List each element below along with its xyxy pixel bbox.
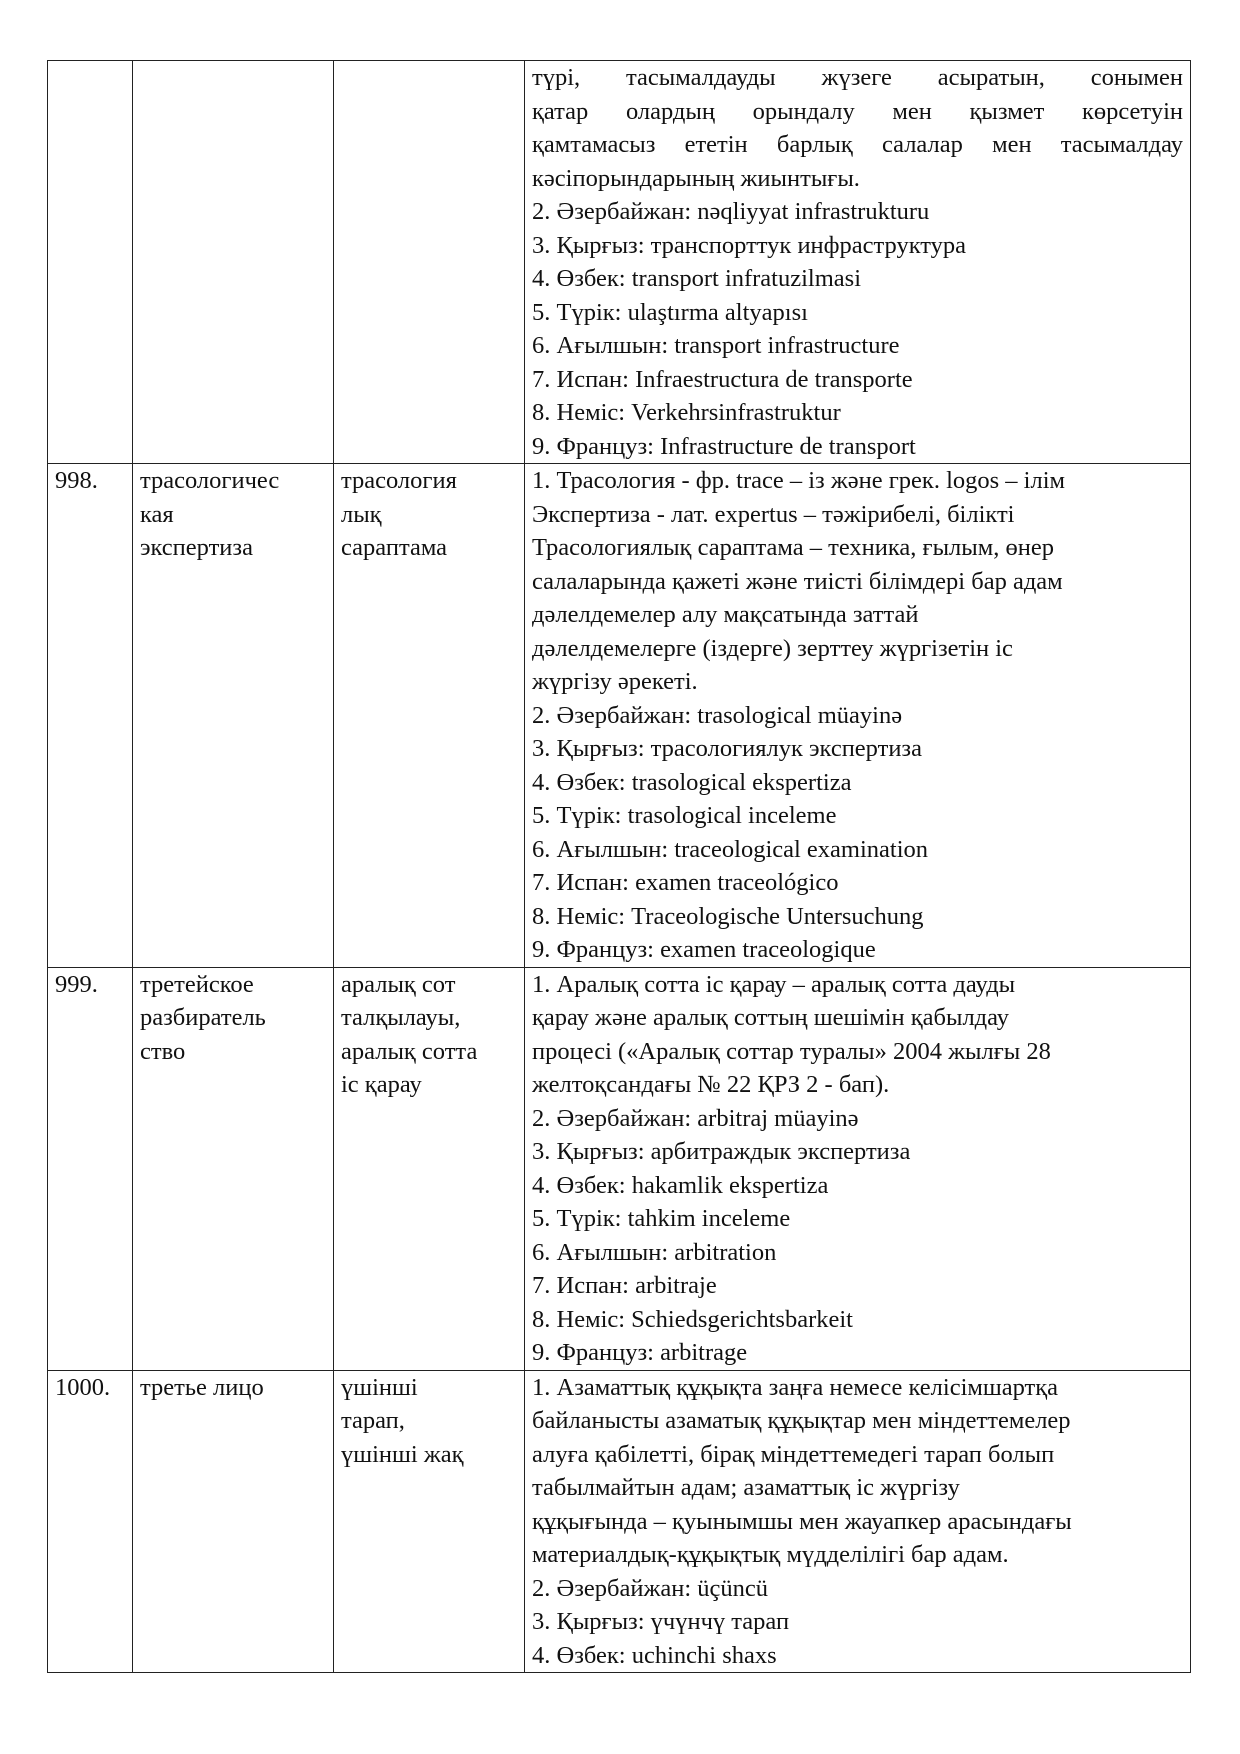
- entry-number: 999.: [48, 967, 133, 1370]
- kazakh-term: үшінші тарап, үшінші жақ: [334, 1370, 525, 1673]
- translation-line: 6. Ағылшын: traceological examination: [532, 835, 929, 863]
- translation-line: 3. Қырғыз: трасологиялук экспертиза: [532, 735, 922, 762]
- entry-number: 998.: [48, 464, 133, 968]
- translation-line: 2. Әзербайжан: üçüncü: [532, 1574, 769, 1602]
- translation-line: 9. Француз: arbitrage: [532, 1339, 748, 1366]
- definition-line: желтоқсандағы № 22 ҚРЗ 2 - бап).: [532, 1071, 890, 1098]
- translation-line: 4. Өзбек: transport infratuzilmasi: [532, 265, 862, 292]
- translation-line: 4. Өзбек: hakamlik ekspertiza: [532, 1171, 829, 1199]
- entry-number: 1000.: [48, 1370, 133, 1673]
- table-row: [48, 61, 1191, 464]
- definition-line: 1. Аралық сотта іс қарау – аралық сотта дауды: [532, 970, 1016, 998]
- translation-line: 7. Испан: arbitraje: [532, 1272, 717, 1299]
- definition-line: кәсіпорындарының жиынтығы.: [532, 164, 860, 192]
- definition-line: құқығында – қуынымшы мен жауапкер арасындағы: [532, 1507, 1072, 1535]
- russian-term: третейское разбиратель ство: [133, 967, 334, 1370]
- russian-term: трасологичес кая экспертиза: [133, 464, 334, 968]
- translation-line: 5. Түрік: trasological inceleme: [532, 802, 837, 829]
- translation-line: 9. Француз: Infrastructure de transport: [532, 432, 916, 460]
- definition-cell: [525, 967, 1191, 1370]
- translation-line: 6. Ағылшын: arbitration: [532, 1238, 777, 1266]
- translation-line: 3. Қырғыз: арбитраждык экспертиза: [532, 1138, 911, 1165]
- definition-cell: [525, 464, 1191, 968]
- definition-line: қарау және аралық соттың шешімін қабылдау: [532, 1004, 1010, 1031]
- kazakh-term: аралық сот талқылауы, аралық сотта іс қарау: [334, 967, 525, 1370]
- table-row: [48, 967, 1191, 1370]
- definition-line: алуға қабілетті, бірақ міндеттемедегі тарап болып: [532, 1440, 1055, 1468]
- translation-line: 4. Өзбек: trasological ekspertiza: [532, 768, 852, 796]
- definition-line: 1. Азаматтық құқықта заңға немесе келісімшартқа: [532, 1373, 1059, 1401]
- definition-line: процесі («Аралық соттар туралы» 2004 жылғы 28: [532, 1037, 1051, 1065]
- definition-line: Трасологиялық сараптама – техника, ғылым, өнер: [532, 534, 1054, 561]
- definition-line: Экспертиза - лат. expertus – тәжірибелі, білікті: [532, 500, 1015, 528]
- definition-line: табылмайтын адам; азаматтық іс жүргізу: [532, 1474, 960, 1501]
- definition-line: байланысты азаматық құқықтар мен міндеттемелер: [532, 1407, 1071, 1434]
- definition-line: жүргізу әрекеті.: [532, 668, 698, 695]
- definition-line: 1. Трасология - фр. trace – із және грек. logos – ілім: [532, 467, 1066, 494]
- table-row: [48, 464, 1191, 968]
- translation-line: 8. Неміс: Schiedsgerichtsbarkeit: [532, 1305, 853, 1333]
- translation-line: 7. Испан: Infraestructura de transporte: [532, 365, 913, 393]
- translation-line: 9. Француз: examen traceologique: [532, 936, 876, 963]
- translation-line: 4. Өзбек: uchinchi shaxs: [532, 1641, 777, 1669]
- translation-line: 8. Неміс: Traceologische Untersuchung: [532, 902, 924, 930]
- translation-line: 7. Испан: examen traceológico: [532, 869, 839, 896]
- definition-line: материалдық-құқықтық мүдделілігі бар адам.: [532, 1541, 1009, 1568]
- translation-line: 2. Әзербайжан: arbitraj müayinə: [532, 1104, 859, 1132]
- definition-line: түрі, тасымалдауды жүзеге асыратын, сонымен: [532, 64, 1183, 91]
- table-row: [48, 1370, 1191, 1673]
- kazakh-term: [334, 61, 525, 464]
- definition-line: салаларында қажеті және тиісті білімдері бар адам: [532, 567, 1063, 595]
- definition-line: дәлелдемелер алу мақсатында заттай: [532, 601, 919, 628]
- translation-line: 5. Түрік: tahkim inceleme: [532, 1205, 791, 1232]
- definition-line: қатар олардың орындалу мен қызмет көрсетуін: [532, 97, 1183, 125]
- definition-cell: [525, 61, 1191, 464]
- translation-line: 3. Қырғыз: транспорттук инфраструктура: [532, 231, 967, 259]
- russian-term: третье лицо: [133, 1370, 334, 1673]
- definition-line: дәлелдемелерге (іздерге) зерттеу жүргізетін іс: [532, 634, 1013, 662]
- definition-cell: [525, 1370, 1191, 1673]
- translation-line: 5. Түрік: ulaştırma altyapısı: [532, 298, 808, 326]
- entry-number: [48, 61, 133, 464]
- definition-line: қамтамасыз ететін барлық салалар мен тасымалдау: [532, 131, 1183, 158]
- kazakh-term: трасология лық сараптама: [334, 464, 525, 968]
- translation-line: 2. Әзербайжан: nəqliyyat infrastrukturu: [532, 198, 930, 225]
- translation-line: 2. Әзербайжан: trasological müayinə: [532, 701, 903, 729]
- russian-term: [133, 61, 334, 464]
- translation-line: 8. Неміс: Verkehrsinfrastruktur: [532, 399, 841, 426]
- translation-line: 3. Қырғыз: үчүнчү тарап: [532, 1608, 790, 1635]
- glossary-table: [47, 60, 1191, 1673]
- translation-line: 6. Ағылшын: transport infrastructure: [532, 332, 900, 359]
